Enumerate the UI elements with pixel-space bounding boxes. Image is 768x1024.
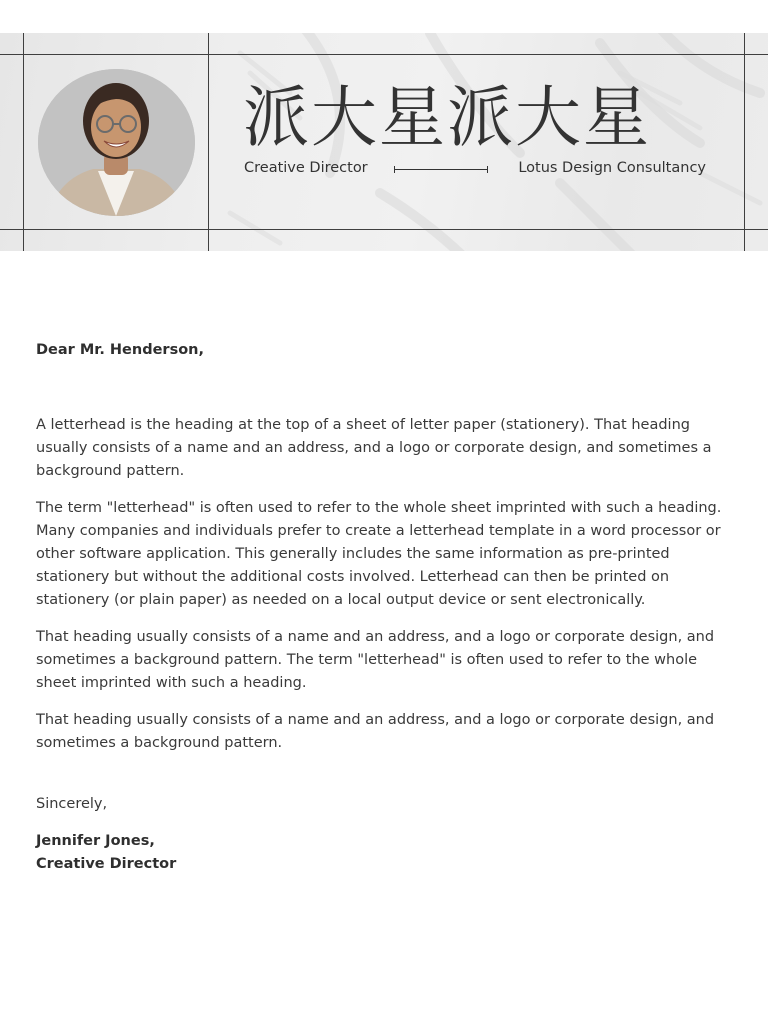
person-name: 派大星派大星 [243, 79, 651, 156]
letterhead-header [0, 33, 768, 251]
avatar [38, 69, 195, 216]
signature-title: Creative Director [36, 856, 177, 872]
grid-line-right [744, 33, 745, 251]
grid-line-bottom [0, 229, 768, 230]
title-row [244, 159, 714, 181]
role-label: Creative Director [244, 160, 368, 176]
grid-line-top [0, 54, 768, 55]
grid-line-left [23, 33, 24, 251]
closing: Sincerely, [36, 796, 108, 812]
signature-name: Jennifer Jones, [36, 833, 155, 849]
company-name: Lotus Design Consultancy [518, 160, 706, 176]
portrait-photo [38, 69, 195, 216]
paragraph-1: A letterhead is the heading at the top of a sheet of letter paper (stationery). That heading usually consists of a name and an address, and a logo or corporate design, and sometimes a background pattern. [36, 417, 712, 479]
connector-line [394, 169, 488, 170]
salutation: Dear Mr. Henderson, [36, 342, 205, 358]
paragraph-2: The term "letterhead" is often used to refer to the whole sheet imprinted with such a heading. Many companies and individuals prefer to create a letterhead template in a word processor or other software application. This generally includes the same information as pre-printed stationery but without the additional costs involved. Letterhead can then be printed on stationery (or plain paper) as needed on a local output device or sent electronically. [36, 500, 722, 608]
grid-line-middle [208, 33, 209, 251]
paragraph-4: That heading usually consists of a name and an address, and a logo or corporate design, and sometimes a background pattern. [36, 712, 715, 751]
paragraph-3: That heading usually consists of a name and an address, and a logo or corporate design, and sometimes a background pattern. The term "letterhead" is often used to refer to the whole sheet imprinted with such a heading. [36, 629, 715, 691]
letter-body [36, 339, 736, 876]
